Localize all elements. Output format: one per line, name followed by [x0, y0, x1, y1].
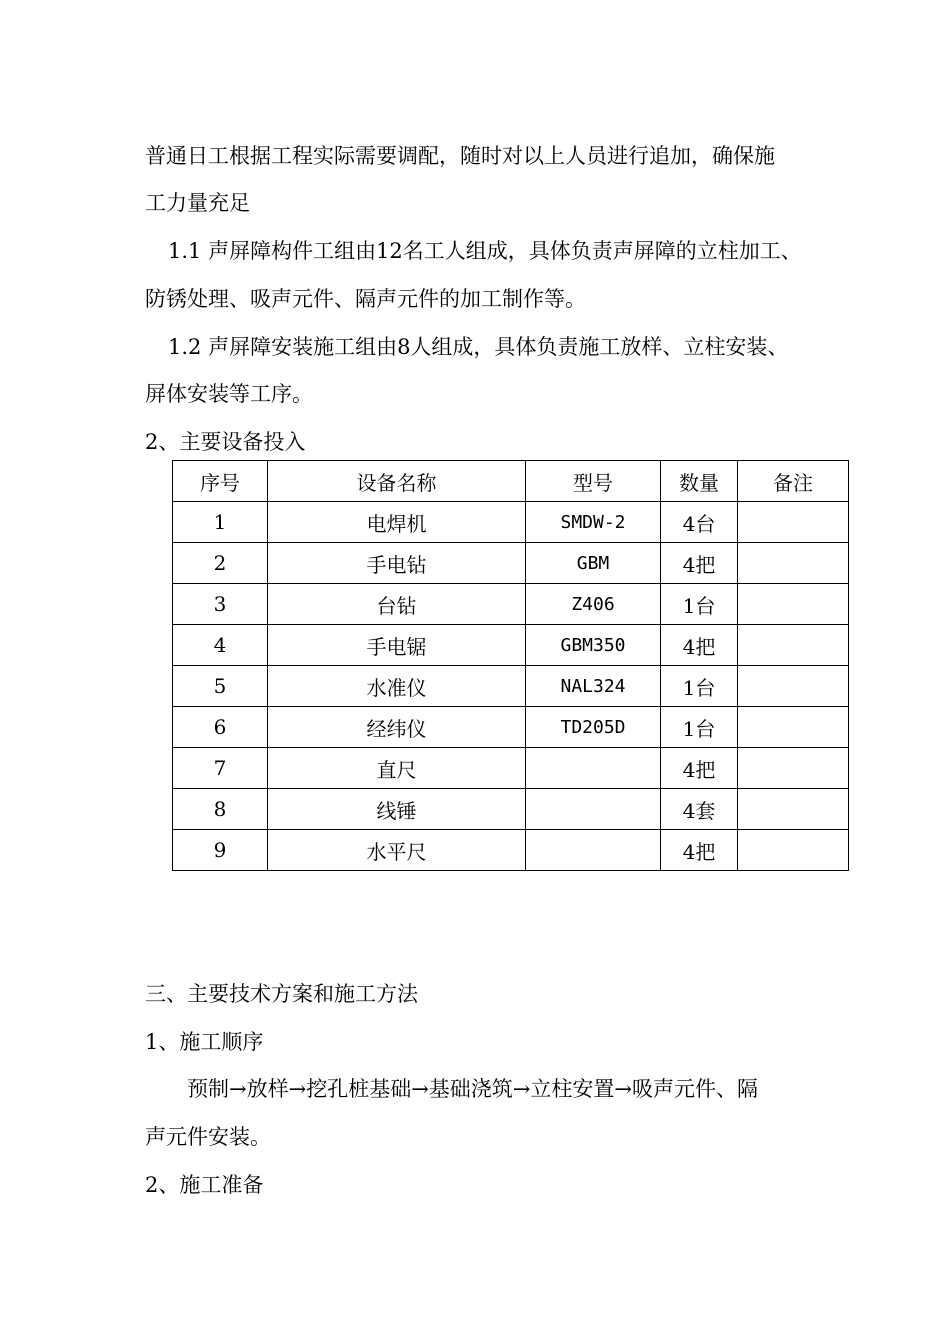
- cell-qty: 4台: [661, 502, 738, 543]
- cell-note: [738, 666, 849, 707]
- paragraph-1-2-line1: 1.2 声屏障安装施工组由8人组成，具体负责施工放样、立柱安装、: [168, 335, 789, 359]
- paragraph-1-1-line2: 防锈处理、吸声元件、隔声元件的加工制作等。: [145, 287, 586, 311]
- table-row: [173, 707, 849, 748]
- cell-note: [738, 543, 849, 584]
- subheading-preparation: 2、施工准备: [145, 1173, 264, 1197]
- cell-name: 直尺: [268, 748, 526, 789]
- table-row: [173, 543, 849, 584]
- cell-no: 6: [173, 707, 268, 748]
- cell-qty: 4套: [661, 789, 738, 830]
- cell-model: [526, 789, 661, 830]
- cell-no: 5: [173, 666, 268, 707]
- cell-note: [738, 625, 849, 666]
- header-no: 序号: [173, 461, 268, 502]
- cell-no: 7: [173, 748, 268, 789]
- cell-note: [738, 502, 849, 543]
- sequence-line2: 声元件安装。: [145, 1125, 271, 1149]
- sequence-line1: 预制→放样→挖孔桩基础→基础浇筑→立柱安置→吸声元件、隔: [187, 1077, 758, 1101]
- cell-model: NAL324: [526, 666, 661, 707]
- cell-no: 1: [173, 502, 268, 543]
- subheading-construction-sequence: 1、施工顺序: [145, 1030, 264, 1054]
- cell-no: 2: [173, 543, 268, 584]
- cell-no: 4: [173, 625, 268, 666]
- paragraph-1-2-line2: 屏体安装等工序。: [145, 382, 313, 406]
- cell-name: 经纬仪: [268, 707, 526, 748]
- cell-note: [738, 789, 849, 830]
- table-row: [173, 584, 849, 625]
- header-model: 型号: [526, 461, 661, 502]
- table-row: [173, 789, 849, 830]
- cell-qty: 4把: [661, 625, 738, 666]
- cell-no: 3: [173, 584, 268, 625]
- cell-no: 8: [173, 789, 268, 830]
- cell-note: [738, 830, 849, 871]
- cell-name: 水平尺: [268, 830, 526, 871]
- header-name: 设备名称: [268, 461, 526, 502]
- cell-name: 水准仪: [268, 666, 526, 707]
- cell-model: [526, 748, 661, 789]
- cell-model: GBM: [526, 543, 661, 584]
- section-heading-technical: 三、主要技术方案和施工方法: [145, 982, 418, 1006]
- cell-name: 手电锯: [268, 625, 526, 666]
- cell-model: [526, 830, 661, 871]
- cell-qty: 1台: [661, 666, 738, 707]
- table-row: [173, 502, 849, 543]
- cell-qty: 1台: [661, 707, 738, 748]
- section-heading-equipment: 2、主要设备投入: [145, 430, 306, 454]
- cell-name: 手电钻: [268, 543, 526, 584]
- paragraph-staffing-line1: 普通日工根据工程实际需要调配，随时对以上人员进行追加，确保施: [145, 144, 775, 168]
- cell-name: 台钻: [268, 584, 526, 625]
- table-header-row: [173, 461, 849, 502]
- header-note: 备注: [738, 461, 849, 502]
- cell-model: GBM350: [526, 625, 661, 666]
- table-row: [173, 830, 849, 871]
- cell-note: [738, 707, 849, 748]
- table-row: [173, 666, 849, 707]
- cell-no: 9: [173, 830, 268, 871]
- cell-note: [738, 584, 849, 625]
- cell-qty: 4把: [661, 830, 738, 871]
- cell-model: Z406: [526, 584, 661, 625]
- header-qty: 数量: [661, 461, 738, 502]
- cell-note: [738, 748, 849, 789]
- table-row: [173, 748, 849, 789]
- table-row: [173, 625, 849, 666]
- cell-qty: 4把: [661, 543, 738, 584]
- cell-qty: 1台: [661, 584, 738, 625]
- cell-model: SMDW-2: [526, 502, 661, 543]
- cell-model: TD205D: [526, 707, 661, 748]
- equipment-table: [172, 460, 849, 871]
- cell-qty: 4把: [661, 748, 738, 789]
- paragraph-1-1-line1: 1.1 声屏障构件工组由12名工人组成，具体负责声屏障的立柱加工、: [168, 239, 802, 263]
- paragraph-staffing-line2: 工力量充足: [145, 191, 250, 215]
- cell-name: 线锤: [268, 789, 526, 830]
- cell-name: 电焊机: [268, 502, 526, 543]
